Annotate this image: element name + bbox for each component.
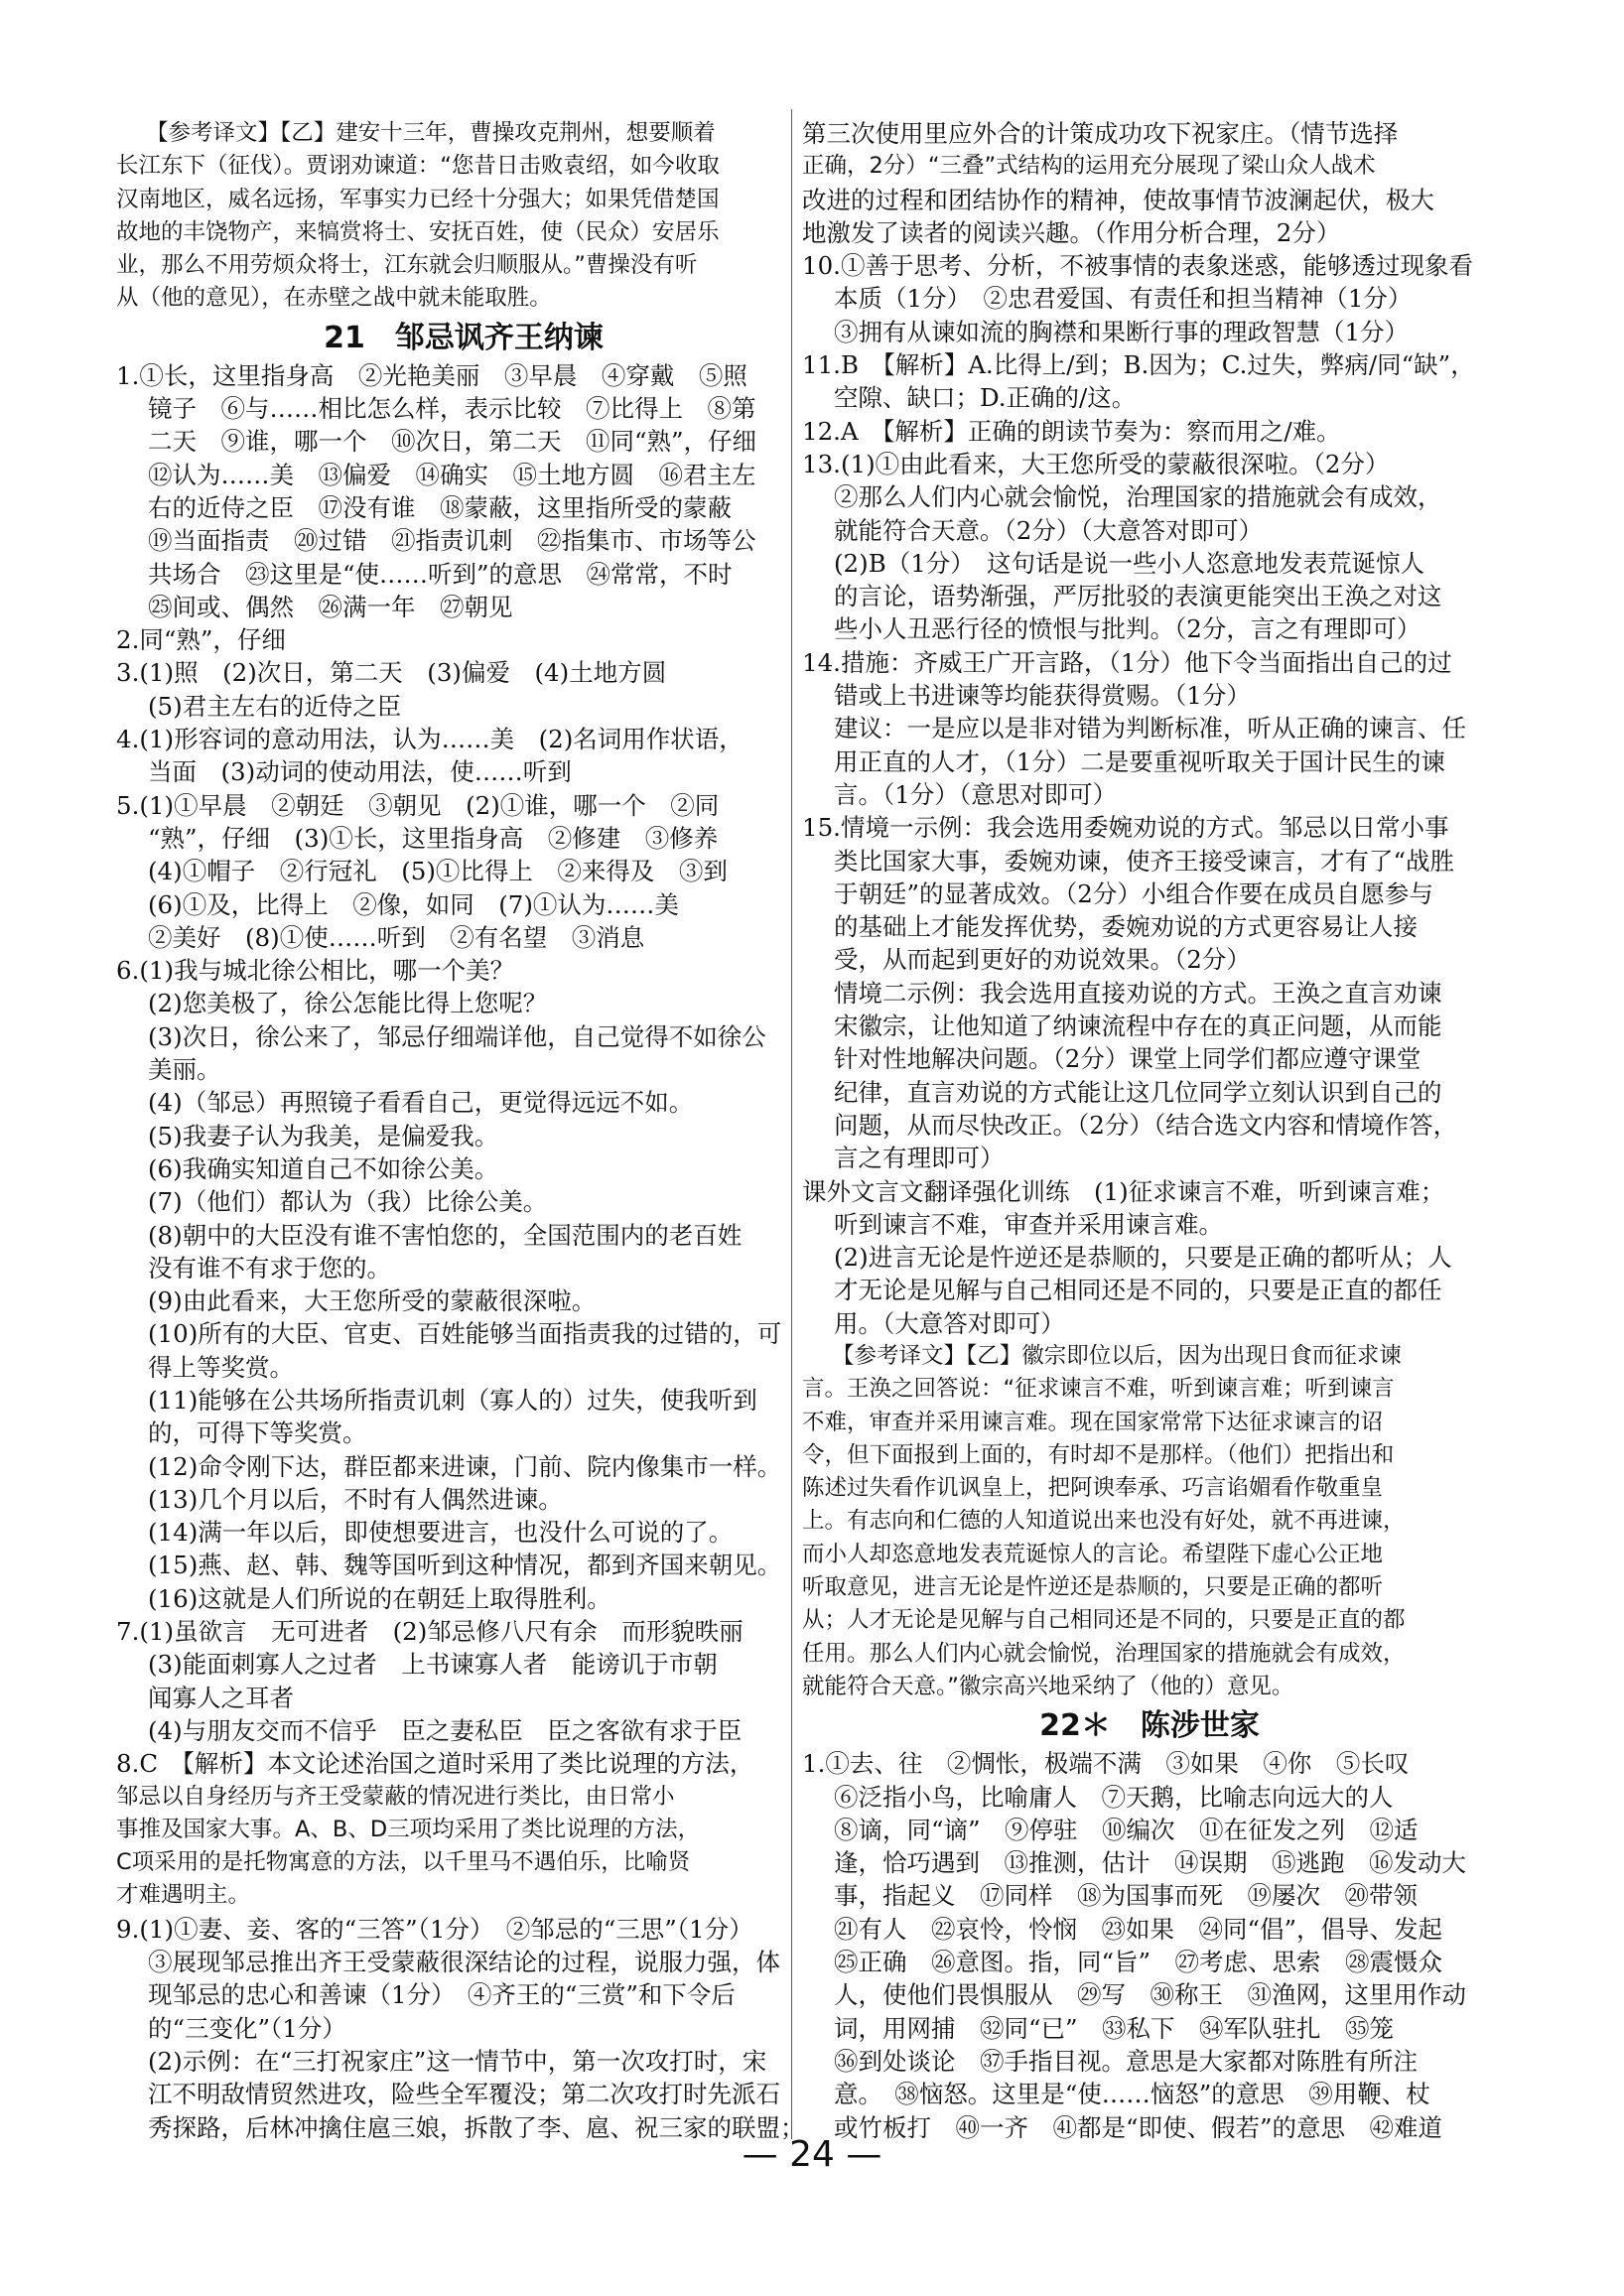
answer-line: 纪律，直言劝说的方式能让这几位同学立刻认识到自己的 [834,1077,1442,1107]
answer-line: 闻寡人之耳者 [148,1683,294,1712]
answer-line: 14.措施：齐威王广开言路，（1分）他下令当面指出自己的过 [802,647,1452,677]
answer-line: 的言论，语势渐强，严厉批驳的表演更能突出王涣之对这 [834,582,1442,611]
answer-line: 5.(1)①早晨 ②朝廷 ③朝见 (2)①谁，哪一个 ②同 [116,790,720,820]
reference-translation-line: 言。王涣之回答说：“征求谏言不难，听到谏言难；听到谏言 [802,1376,1395,1403]
answer-line: 二天 ⑨谁，哪一个 ⑩次日，第二天 ⑪同“熟”，仔细 [148,427,757,457]
answer-line: 邹忌以自身经历与齐王受蒙蔽的情况进行类比，由日常小 [116,1783,675,1810]
answer-line: 就能符合天意。（2分）（大意答对即可） [834,515,1264,545]
answer-line: ⑥泛指小鸟，比喻庸人 ⑦天鹅，比喻志向远大的人 [834,1782,1394,1812]
answer-line: 言之有理即可） [834,1144,1005,1173]
answer-line: (6)①及，比得上 ②像，如同 (7)①认为……美 [148,889,679,919]
answer-line: 人，使他们畏惧服从 ㉙写 ㉚称王 ㉛渔网，这里用作动 [834,1980,1466,2010]
answer-line: (4)（邹忌）再照镜子看看自己，更觉得远远不如。 [148,1088,694,1118]
answer-line: 改进的过程和团结协作的精神，使故事情节波澜起伏，极大 [802,185,1434,214]
answer-line: 本质（1分） ②忠君爱国、有责任和担当精神（1分） [834,284,1413,314]
answer-line: 些小人丑恶行径的愤恨与批判。（2分，言之有理即可） [834,614,1421,644]
reference-translation-line: 听取意见，进言无论是忤逆还是恭顺的，只要是正确的都听 [802,1574,1384,1601]
answer-line: 12.A 【解析】正确的朗读节奏为：察而用之/难。 [802,416,1341,446]
answer-line: 才无论是见解与自己相同还是不同的，只要是正直的都任 [834,1276,1442,1305]
answer-line: 针对性地解决问题。（2分）课堂上同学们都应遵守课堂 [834,1044,1421,1074]
answer-line: 逢，恰巧遇到 ⑬推测，估计 ⑭误期 ⑮逃跑 ⑯发动大 [834,1848,1466,1878]
answer-line: ⑫认为……美 ⑬偏爱 ⑭确实 ⑮土地方圆 ⑯君主左 [148,460,756,489]
reference-translation-line: 而小人却恣意地发表荒诞惊人的言论。希望陛下虚心公正地 [802,1541,1384,1567]
answer-line: 2.同“熟”，仔细 [116,625,286,655]
reference-translation-line: 上。有志向和仁德的人知道说出来也没有好处，就不再进谏， [802,1508,1406,1535]
answer-line: 建议：一是应以是非对错为判断标准，听从正确的谏言、任 [834,714,1466,743]
answer-line: 或竹板打 ㊵一齐 ㊶都是“即使、假若”的意思 ㊷难道 [834,2112,1443,2142]
answer-line: “熟”，仔细 (3)①长，这里指身高 ②修建 ③修养 [148,823,719,853]
answer-line: 3.(1)照 (2)次日，第二天 (3)偏爱 (4)土地方圆 [116,658,667,688]
answer-line: ②美好 (8)①使……听到 ②有名望 ③消息 [148,922,645,952]
answer-line: (8)朝中的大臣没有谁不害怕您的，全国范围内的老百姓 [148,1220,743,1250]
reference-translation-line: 陈述过失看作讥讽皇上，把阿谀奉承、巧言谄媚看作敬重皇 [802,1475,1384,1502]
answer-line: (13)几个月以后，不时有人偶然进谏。 [148,1484,563,1514]
answer-line: (2)进言无论是忤逆还是恭顺的，只要是正确的都听从；人 [834,1243,1452,1273]
answer-line: 得上等奖赏。 [148,1352,294,1382]
answer-line: 用。（大意答对即可） [834,1308,1065,1338]
answer-line: 地激发了读者的阅读兴趣。（作用分析合理，2分） [802,217,1341,247]
answer-line: 美丽。 [148,1055,221,1085]
answer-line: ⑧谪，同“谪” ⑨停驻 ⑩编次 ⑪在征发之列 ⑫适 [834,1815,1419,1844]
answer-line: 没有谁不有求于您的。 [148,1253,391,1283]
lesson-heading-22: 22＊ 陈涉世家 [1039,1708,1260,1744]
answer-line: (7)（他们）都认为（我）比徐公美。 [148,1187,548,1217]
answer-line: 4.(1)形容词的意动用法，认为……美 (2)名词用作状语， [116,725,744,754]
answer-line: (14)满一年以后，即使想要进言，也没什么可说的了。 [148,1518,734,1548]
answer-line: (2)B（1分） 这句话是说一些小人恣意地发表荒诞惊人 [834,548,1425,578]
answer-line: 的基础上才能发挥优势，委婉劝说的方式更容易让人接 [834,912,1418,942]
answer-line: 意。 ㊳恼怒。这里是“使……恼怒”的意思 ㊴用鞭、杖 [834,2080,1430,2109]
answer-line: 才难遇明主。 [116,1882,251,1909]
answer-line: 听到谏言不难，审查并采用谏言难。 [834,1209,1223,1239]
answer-line: 问题，从而尽快改正。（2分）（结合选文内容和情境作答， [834,1110,1458,1140]
answer-line: (9)由此看来，大王您所受的蒙蔽很深啦。 [148,1286,597,1316]
answer-line: 秀探路，后林冲擒住扈三娘，拆散了李、扈、祝三家的联盟； [148,2112,805,2142]
answer-line: (3)次日，徐公来了，邹忌仔细端详他，自己觉得不如徐公 [148,1021,766,1051]
answer-line: 13.(1)①由此看来，大王您所受的蒙蔽很深啦。（2分） [802,449,1390,478]
answer-line: 现邹忌的忠心和善谏（1分） ④齐王的“三赏”和下令后 [148,1980,736,2010]
answer-line: ③拥有从谏如流的胸襟和果断行事的理政智慧（1分） [834,317,1410,346]
answer-line: 的，可得下等奖赏。 [148,1418,367,1448]
answer-line: ③展现邹忌推出齐王受蒙蔽很深结论的过程，说服力强，体 [148,1948,780,1977]
answer-line: (5)我妻子认为我美，是偏爱我。 [148,1121,499,1150]
answer-line: 错或上书进谏等均能获得赏赐。（1分） [834,681,1251,711]
answer-line: 事，指起义 ⑰同样 ⑱为国事而死 ⑲屡次 ⑳带领 [834,1881,1418,1911]
reference-translation-line: 任用。那么人们内心就会愉悦，治理国家的措施就会有成效， [802,1640,1406,1667]
answer-line: 当面 (3)动词的使动用法，使……听到 [148,757,572,787]
answer-line: 11.B 【解析】A.比得上/到；B.因为；C.过失，弊病/同“缺”， [802,350,1475,380]
reference-translation-line: 【参考译文】【乙】徽宗即位以后，因为出现日食而征求谏 [832,1342,1402,1369]
answer-line: (12)命令刚下达，群臣都来进谏，门前、院内像集市一样。 [148,1451,782,1481]
answer-line: C项采用的是托物寓意的方法，以千里马不遇伯乐，比喻贤 [116,1849,691,1876]
answer-line: 镜子 ⑥与……相比怎么样，表示比较 ⑦比得上 ⑧第 [148,394,756,424]
answer-line: (4)①帽子 ②行冠礼 (5)①比得上 ②来得及 ③到 [148,857,728,886]
answer-line: (2)您美极了，徐公怎能比得上您呢？ [148,989,548,1018]
answer-line: 江不明敌情贸然进攻，险些全军覆没；第二次攻打时先派石 [148,2080,780,2109]
answer-line: ㉕间或、偶然 ㉖满一年 ㉗朝见 [148,592,513,621]
answer-line: 8.C 【解析】本文论述治国之道时采用了类比说理的方法， [116,1749,754,1779]
answer-line: (11)能够在公共场所指责讥刺（寡人的）过失，使我听到 [148,1385,757,1415]
answer-line: (3)能面刺寡人之过者 上书谏寡人者 能谤讥于市朝 [148,1650,718,1680]
answer-line: 1.①长，这里指身高 ②光艳美丽 ③早晨 ④穿戴 ⑤照 [116,360,747,390]
answer-line: 课外文言文翻译强化训练 (1)征求谏言不难，听到谏言难； [802,1176,1445,1206]
answer-line: ⑲当面指责 ⑳过错 ㉑指责讥刺 ㉒指集市、市场等公 [148,526,756,556]
reference-translation-line: 不难，审查并采用谏言难。现在国家常常下达征求谏言的诏 [802,1409,1384,1435]
answer-line: 类比国家大事，委婉劝谏，使齐王接受谏言，才有了“战胜 [834,846,1455,876]
answer-line: 10.①善于思考、分析，不被事情的表象迷惑，能够透过现象看 [802,251,1473,281]
answer-line: (15)燕、赵、韩、魏等国听到这种情况，都到齐国来朝见。 [148,1551,782,1580]
answer-line: 言。（1分）（意思对即可） [834,779,1118,809]
reference-translation-line: 【参考译文】【乙】建安十三年，曹操攻克荆州，想要顺着 [146,120,716,146]
answer-line: (2)示例：在“三打祝家庄”这一情节中，第一次攻打时，宋 [148,2046,767,2076]
answer-line: 宋徽宗，让他知道了纳谏流程中存在的真正问题，从而能 [834,1012,1442,1041]
answer-line: ㉑有人 ㉒哀怜，怜悯 ㉓如果 ㉔同“倡”，倡导、发起 [834,1914,1443,1944]
answer-line: 15.情境一示例：我会选用委婉劝说的方式。邹忌以日常小事 [802,813,1449,843]
answer-line: 词，用网捕 ㉜同“已” ㉝私下 ㉞军队驻扎 ㉟笼 [834,2013,1395,2043]
left-column [116,117,811,2144]
right-column [802,117,1497,2144]
page-number: — 24 — [742,2134,882,2175]
answer-line: ㊱到处谈论 ㊲手指目视。意思是大家都对陈胜有所注 [834,2046,1418,2076]
answer-line: (16)这就是人们所说的在朝廷上取得胜利。 [148,1583,611,1613]
answer-line: ②那么人们内心就会愉悦，治理国家的措施就会有成效， [834,482,1442,512]
answer-line: 情境二示例：我会选用直接劝说的方式。王涣之直言劝谏 [834,978,1442,1008]
answer-line: ㉕正确 ㉖意图。指，同“旨” ㉗考虑、思索 ㉘震慑众 [834,1948,1443,1977]
reference-translation-line: 令，但下面报到上面的，有时却不是那样。（他们）把指出和 [802,1441,1395,1468]
answer-line: 右的近侍之臣 ⑰没有谁 ⑱蒙蔽，这里指所受的蒙蔽 [148,492,732,522]
reference-translation-line: 故地的丰饶物产，来犒赏将士、安抚百姓，使（民众）安居乐 [116,218,720,245]
answer-line: 6.(1)我与城北徐公相比，哪一个美？ [116,956,515,986]
answer-line: 用正直的人才，（1分）二是要重视听取关于国计民生的谏 [834,746,1445,776]
answer-line: 第三次使用里应外合的计策成功攻下祝家庄。（情节选择 [802,119,1399,148]
reference-translation-line: 就能符合天意。”徽宗高兴地采纳了（他的）意见。 [802,1673,1294,1699]
answer-line: (4)与朋友交而不信乎 臣之妻私臣 臣之客欲有求于臣 [148,1715,743,1745]
answer-line: 受，从而起到更好的劝说效果。（2分） [834,945,1251,975]
answer-line: (5)君主左右的近侍之臣 [148,691,402,721]
answer-line: 空隙、缺口；D.正确的/这。 [834,383,1137,413]
reference-translation-line: 从；人才无论是见解与自己相同还是不同的，只要是正直的都 [802,1607,1406,1634]
answer-line: 1.①去、往 ②惆怅，极端不满 ③如果 ④你 ⑤长叹 [802,1749,1410,1779]
answer-line: (10)所有的大臣、官吏、百姓能够当面指责我的过错的，可 [148,1319,782,1349]
answer-line: 事推及国家大事。A、B、D三项均采用了类比说理的方法， [116,1816,701,1842]
answer-line: 的“三变化”（1分） [148,2013,346,2043]
answer-line: 7.(1)虽欲言 无可进者 (2)邹忌修八尺有余 而形貌昳丽 [116,1617,744,1647]
reference-translation-line: 从（他的意见），在赤壁之战中就未能取胜。 [116,285,552,312]
reference-translation-line: 业，那么不用劳烦众将士，江东就会归顺服从。”曹操没有听 [116,252,698,279]
answer-line: 共场合 ㉓这里是“使……听到”的意思 ㉔常常，不时 [148,559,733,589]
answer-line: (6)我确实知道自己不如徐公美。 [148,1153,499,1183]
answer-line: 9.(1)①妻、妾、客的“三答”（1分） ②邹忌的“三思”（1分） [116,1914,753,1944]
answer-line: 于朝廷”的显著成效。（2分）小组合作要在成员自愿参与 [834,878,1433,908]
answer-line: 正确，2分）“三叠”式结构的运用充分展现了梁山众人战术 [802,153,1376,180]
reference-translation-line: 长江东下（征伐）。贾诩劝谏道：“您昔日击败袁绍，如今收取 [116,153,720,180]
reference-translation-line: 汉南地区，威名远扬，军事实力已经十分强大；如果凭借楚国 [116,186,720,212]
lesson-heading-21: 21 邹忌讽齐王纳谏 [324,320,604,355]
